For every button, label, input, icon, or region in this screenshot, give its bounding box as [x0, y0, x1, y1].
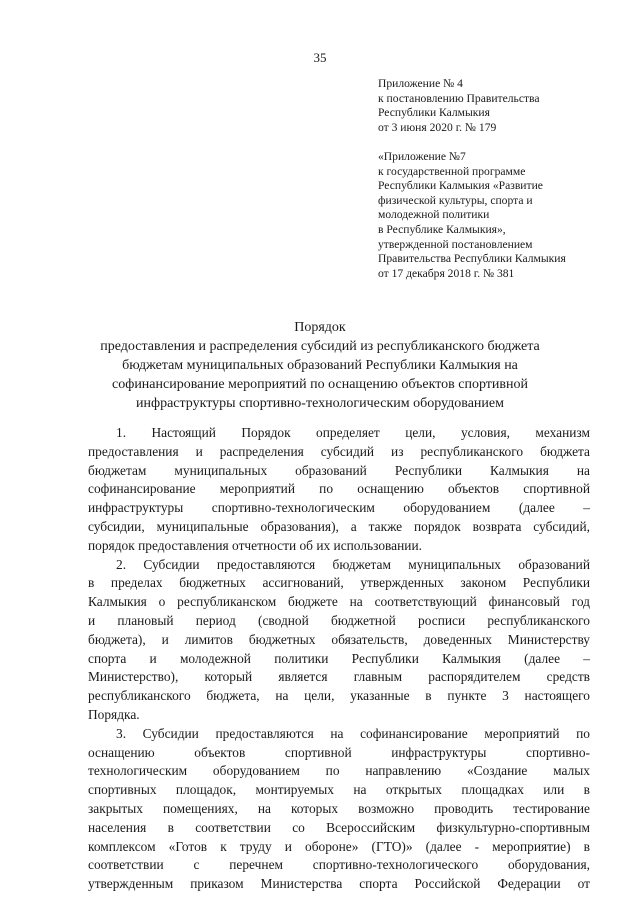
appendix-4-line: Республики Калмыкия: [378, 106, 490, 120]
document-title: [0, 318, 640, 413]
appendix-7-line: от 17 декабря 2018 г. № 381: [378, 266, 515, 280]
appendix-4-line: от 3 июня 2020 г. № 179: [378, 120, 497, 134]
appendix-7-line: Республики Калмыкия «Развитие: [378, 179, 543, 193]
appendix-7-line: в Республике Калмыкия»,: [378, 222, 506, 236]
appendix-4-line: к постановлению Правительства: [378, 91, 540, 105]
appendix-7-line: молодежной политики: [378, 208, 490, 222]
title-line: бюджетам муниципальных образований Республики Калмыкия на: [122, 358, 518, 373]
paragraph-line: и плановый период (сводной бюджетной росписи республиканского: [88, 612, 590, 628]
appendix-7-line: к государственной программе: [378, 164, 526, 178]
paragraph-line: субсидии, муниципальные образования), а также порядок возврата субсидий,: [88, 518, 590, 534]
paragraph-line: республиканского бюджета, на цели, указанные в пункте 3 настоящего: [88, 688, 590, 704]
paragraph-line: бюджета), и лимитов бюджетных обязательств, доведенных Министерству: [88, 631, 590, 647]
page-number: 35: [313, 50, 327, 65]
appendix-7-line: Правительства Республики Калмыкия: [378, 252, 566, 266]
title-line: инфраструктуры спортивно-технологическим оборудованием: [136, 396, 504, 411]
paragraph-2: [88, 556, 590, 725]
title-heading: Порядок: [294, 320, 346, 335]
paragraph-line: Министерство), который является главным распорядителем средств: [88, 669, 590, 685]
appendix-4-line: Приложение № 4: [378, 77, 463, 90]
paragraph-line: инфраструктуры спортивно-технологическим оборудованием (далее –: [88, 500, 590, 516]
appendix-7-line: «Приложение №7: [378, 150, 466, 163]
paragraph-line: утвержденным приказом Министерства спорта Российской Федерации от: [88, 876, 590, 892]
appendix-4-header: [378, 77, 610, 135]
paragraph-line: в пределах бюджетных ассигнований, утвержденных законом Республики: [88, 575, 590, 591]
paragraph-1: [88, 424, 590, 556]
paragraph-line: 1. Настоящий Порядок определяет цели, условия, механизм: [116, 425, 590, 440]
paragraph-line: спортивных площадок, монтируемых на открытых площадках или в: [88, 782, 590, 798]
paragraph-line: Порядка.: [88, 706, 140, 722]
paragraph-line: порядок предоставления отчетности об их использовании.: [88, 537, 422, 553]
paragraph-line: населения в соответствии со Всероссийским физкультурно-спортивным: [88, 819, 590, 835]
paragraph-3: [88, 725, 590, 894]
paragraph-line: бюджетам муниципальных образований Республики Калмыкия на: [88, 462, 590, 478]
paragraph-line: комплексом «Готов к труду и обороне» (ГТО)» (далее - мероприятие) в: [88, 838, 590, 854]
paragraph-line: 2. Субсидии предоставляются бюджетам муниципальных образований: [116, 556, 590, 572]
paragraph-line: технологическим оборудованием по направлению «Создание малых: [88, 763, 590, 779]
document-body: [88, 424, 590, 894]
paragraph-line: 3. Субсидии предоставляются на софинансирование мероприятий по: [116, 725, 590, 741]
paragraph-line: соответствии с перечнем спортивно-технологического оборудования,: [88, 857, 590, 873]
title-line: предоставления и распределения субсидий из республиканского бюджета: [100, 339, 540, 354]
appendix-7-line: утвержденной постановлением: [378, 237, 533, 251]
paragraph-line: предоставления и распределения субсидий из республиканского бюджета: [88, 443, 590, 459]
appendix-7-header: [378, 150, 610, 281]
title-line: софинансирование мероприятий по оснащению объектов спортивной: [112, 377, 528, 392]
appendix-7-line: физической культуры, спорта и: [378, 193, 533, 207]
paragraph-line: закрытых помещениях, на которых возможно проводить тестирование: [88, 800, 590, 816]
paragraph-line: оснащению объектов спортивной инфраструктуры спортивно-: [88, 744, 590, 760]
paragraph-line: спорта и молодежной политики Республики Калмыкия (далее –: [88, 650, 590, 666]
paragraph-line: софинансирование мероприятий по оснащению объектов спортивной: [88, 481, 590, 497]
paragraph-line: Калмыкия о республиканском бюджете на соответствующий финансовый год: [88, 594, 590, 610]
